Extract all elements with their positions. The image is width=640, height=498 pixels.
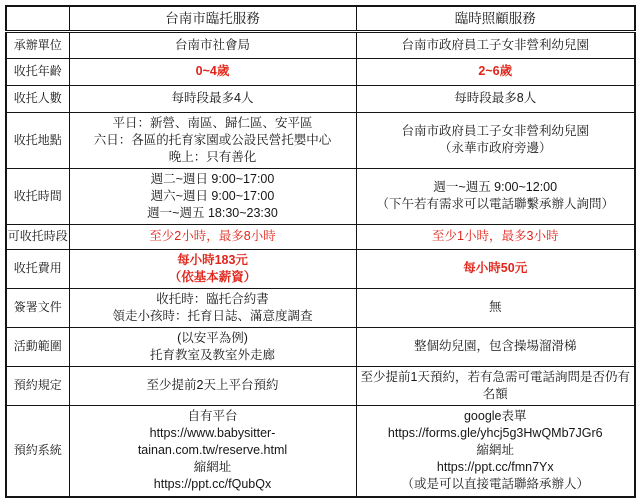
cell: 平日：新營、南區、歸仁區、安平區 六日：各區的托育家園或公設民營托嬰中心 晚上：只有善化	[69, 112, 356, 168]
cell: 0~4歲	[69, 58, 356, 85]
row-label: 簽署文件	[6, 288, 69, 327]
url-text: https://forms.gle/yhcj5g3HwQMb7JGr6	[387, 426, 603, 441]
table-row	[6, 366, 635, 405]
url-text: tainan.com.tw/reserve.html	[137, 443, 288, 458]
cell: (以安平為例) 托育教室及教室外走廊	[69, 327, 356, 366]
row-label: 收托地點	[6, 112, 69, 168]
corner-cell	[6, 6, 69, 31]
table-row	[6, 112, 635, 168]
col-header-tainan-service: 台南市臨托服務	[69, 6, 356, 31]
cell: 整個幼兒園，包含操場溜滑梯	[356, 327, 635, 366]
row-label: 預約系統	[6, 405, 69, 497]
cell: 週二~週日 9:00~17:00 週六~週日 9:00~17:00 週一~週五 18:30~23:30	[69, 168, 356, 224]
url-text: https://ppt.cc/fmn7Yx	[436, 460, 554, 475]
url-text: https://ppt.cc/fQubQx	[153, 477, 272, 492]
cell: 2~6歲	[356, 58, 635, 85]
comparison-table	[5, 5, 636, 498]
row-label: 收托人數	[6, 85, 69, 112]
row-label: 可收托時段	[6, 224, 69, 249]
row-label: 預約規定	[6, 366, 69, 405]
cell: 週一~週五 9:00~12:00 （下午若有需求可以電話聯繫承辦人詢問）	[356, 168, 635, 224]
cell: 無	[356, 288, 635, 327]
cell: 至少提前2天上平台預約	[69, 366, 356, 405]
cell: 每小時50元	[356, 249, 635, 288]
table-row	[6, 58, 635, 85]
row-label: 收托費用	[6, 249, 69, 288]
cell: 至少2小時，最多8小時	[69, 224, 356, 249]
header-row	[6, 6, 635, 31]
col-header-temp-care-service: 臨時照顧服務	[356, 6, 635, 31]
table-row	[6, 31, 635, 58]
cell-booking-system-tainan: 自有平台 https://www.babysitter- tainan.com.tw/reserve.html 縮網址 https://ppt.cc/fQubQx	[69, 405, 356, 497]
cell: 台南市政府員工子女非營利幼兒園 （永華市政府旁邊）	[356, 112, 635, 168]
table-row	[6, 168, 635, 224]
cell: 台南市社會局	[69, 31, 356, 58]
row-label: 活動範圍	[6, 327, 69, 366]
cell: 收托時：臨托合約書 領走小孩時：托育日誌、滿意度調查	[69, 288, 356, 327]
cell: 每小時183元 （依基本薪資）	[69, 249, 356, 288]
row-label: 收托年齡	[6, 58, 69, 85]
table-row	[6, 249, 635, 288]
cell: 台南市政府員工子女非營利幼兒園	[356, 31, 635, 58]
url-text: https://www.babysitter-	[149, 426, 276, 441]
table-row	[6, 405, 635, 497]
cell: 每時段最多8人	[356, 85, 635, 112]
row-label: 承辦單位	[6, 31, 69, 58]
cell: 每時段最多4人	[69, 85, 356, 112]
table-row	[6, 85, 635, 112]
cell: 至少提前1天預約，若有急需可電話詢問是否仍有名額	[356, 366, 635, 405]
row-label: 收托時間	[6, 168, 69, 224]
table-row	[6, 327, 635, 366]
cell-booking-system-temp-care: google表單 https://forms.gle/yhcj5g3HwQMb7JGr6 縮網址 https://ppt.cc/fmn7Yx （或是可以直接電話聯絡承辦人）	[356, 405, 635, 497]
cell: 至少1小時，最多3小時	[356, 224, 635, 249]
table-row	[6, 224, 635, 249]
table-row	[6, 288, 635, 327]
